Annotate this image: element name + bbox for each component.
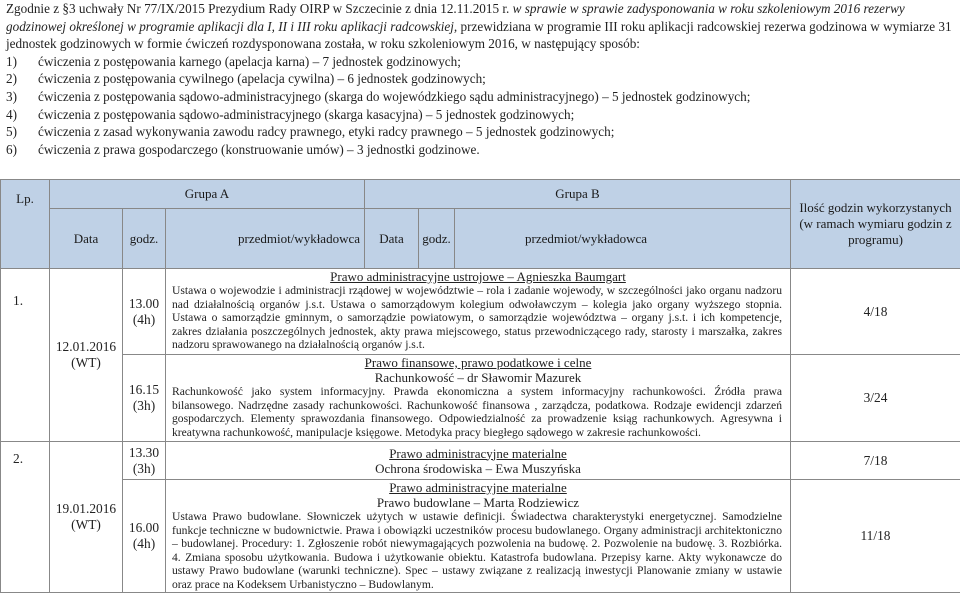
session-title <box>166 446 790 461</box>
list-item <box>6 88 956 106</box>
session-content <box>166 442 791 480</box>
header-lp: Lp. <box>1 180 50 269</box>
intro-text: Zgodnie z §3 uchwały Nr 77/IX/2015 Prezydium Rady OIRP w Szczecinie z dnia 12.11.2015 r. <box>6 1 513 16</box>
session-duration: (4h) <box>123 536 165 552</box>
session-duration: (4h) <box>123 312 165 328</box>
list-item-text: ćwiczenia z postępowania sądowo-administracyjnego (skarga do wojewódzkiego sądu administracyjnego) – 5 jednostek godzinowych; <box>38 88 750 106</box>
session-date: 12.01.2016 <box>50 339 122 355</box>
list-item-number: 1) <box>6 53 38 71</box>
session-date-cell <box>50 269 123 442</box>
intro-section <box>6 0 956 158</box>
session-description: Rachunkowość jako system informacyjny. Prawda ekonomiczna a system informacyjny rachunkowości. Źródła prawa bilansowego. Nadrzędne zasady rachunkowości. Rachunkowość finansowa , zarządcza, podatkowa. Rodzaje ewidencji zdarzeń gospodarczych. Elementy sprawozdania finansowego. Odpowiedzialność za prowadzenie ksiąg rachunkowych. Agresywna i kreatywna rachunkowość, manipulacje księgowe. Metodyka pracy biegłego sądowego w zakresie rachunkowości. <box>166 385 790 439</box>
session-date-cell <box>50 442 123 593</box>
intro-italic-text: w sprawie w sprawie zadysponowania w roku szkoleniowym 2016 rezerwy godzinowej określonej w programie aplikacji dla I, II i III roku aplikacji radcowskiej, <box>6 1 905 34</box>
list-item-text: ćwiczenia z postępowania cywilnego (apelacja cywilna) – 6 jednostek godzinowych; <box>38 70 486 88</box>
session-time-cell <box>123 480 166 593</box>
intro-text-rest: przewidziana w programie III roku aplikacji radcowskiej rezerwa godzinowa w wymiarze 31 jednostek godzinowych w formie ćwiczeń rozdysponowana została, w roku szkoleniowym 2016, w następujący sposób: <box>6 19 952 52</box>
header-date-b: Data <box>365 209 419 269</box>
list-item <box>6 106 956 124</box>
session-lecturer: Rachunkowość – dr Sławomir Mazurek <box>166 370 790 385</box>
session-content <box>166 355 791 442</box>
session-description: Ustawa o wojewodzie i administracji rządowej w województwie – rola i zadanie wojewody, w szczególności jako organu nadzoru nad działalnością organów j.s.t. Ustawa o samorządowym kolegium odwoławczym – kolegia jako organy wyższego stopnia. Ustawa o samorządzie gminnym, o samorządzie powiatowym, o samorządzie województwa – organy j.s.t. i ich kompetencje, zakres działania poszczególnych jednostek, akty prawa miejscowego, status przewodniczącego rady, starosty i marszałka, zakres nadzoru sprawowanego na działalnością organów j.s.t. <box>166 284 790 352</box>
list-item-number: 6) <box>6 141 38 159</box>
session-content <box>166 269 791 355</box>
list-item-number: 2) <box>6 70 38 88</box>
session-title-text: Prawo administracyjne materialne <box>389 480 567 495</box>
hours-used: 11/18 <box>791 480 960 593</box>
session-description: Ustawa Prawo budowlane. Słowniczek użytych w ustawie definicji. Świadectwa charakterystyki energetycznej. Samodzielne funkcje techniczne w budownictwie. Prawa i obowiązki uczestników procesu budowlanego. Organy administracji architektoniczno – budowlanej. Procedury: 1. Zgłoszenie robót niewymagających pozwolenia na budowę. 2. Pozwolenie na budowę. 3. Rozbiórka. 4. Zmiana sposobu użytkowania. Budowa i użytkowanie obiektu. Katastrofa budowlana. Przepisy karne. Akty wykonawcze do ustawy Prawo budowlane (warunki techniczne). Spec – ustawy związane z realizacją inwestycji Planowanie zmiany w ustawie oraz prace na Kodeksem Urbanistyczno – Budowlanym. <box>166 510 790 591</box>
list-item <box>6 70 956 88</box>
session-time: 13.00 <box>123 296 165 312</box>
header-subject-a: przedmiot/wykładowca <box>166 209 365 269</box>
session-lecturer: Ochrona środowiska – Ewa Muszyńska <box>166 461 790 476</box>
list-item-number: 5) <box>6 123 38 141</box>
session-time-cell <box>123 355 166 442</box>
header-date-a: Data <box>50 209 123 269</box>
schedule-table <box>0 179 960 593</box>
hours-used: 7/18 <box>791 442 960 480</box>
session-title <box>166 355 790 370</box>
list-item-text: ćwiczenia z postępowania karnego (apelacja karna) – 7 jednostek godzinowych; <box>38 53 461 71</box>
list-item-number: 4) <box>6 106 38 124</box>
session-time: 16.15 <box>123 382 165 398</box>
session-weekday: (WT) <box>50 517 122 533</box>
header-group-b: Grupa B <box>365 180 791 209</box>
header-time-a: godz. <box>123 209 166 269</box>
intro-paragraph <box>6 0 956 53</box>
table-row <box>1 480 960 593</box>
list-item <box>6 141 956 159</box>
hours-used: 3/24 <box>791 355 960 442</box>
header-group-a: Grupa A <box>50 180 365 209</box>
list-item-text: ćwiczenia z prawa gospodarczego (konstruowanie umów) – 3 jednostki godzinowe. <box>38 141 480 159</box>
session-weekday: (WT) <box>50 355 122 371</box>
session-time: 16.00 <box>123 520 165 536</box>
list-item-text: ćwiczenia z postępowania sądowo-administracyjnego (skarga kasacyjna) – 5 jednostek godzinowych; <box>38 106 574 124</box>
session-title <box>166 269 790 284</box>
session-date: 19.01.2016 <box>50 501 122 517</box>
exercise-list <box>6 53 956 159</box>
session-title-text: Prawo administracyjne ustrojowe – Agnieszka Baumgart <box>330 269 626 284</box>
header-time-b: godz. <box>419 209 455 269</box>
session-time-cell <box>123 269 166 355</box>
list-item-number: 3) <box>6 88 38 106</box>
list-item <box>6 53 956 71</box>
table-row <box>1 442 960 480</box>
header-hours-used: Ilość godzin wykorzystanych (w ramach wymiaru godzin z programu) <box>791 180 960 269</box>
row-number: 1. <box>1 269 50 442</box>
session-time: 13.30 <box>123 445 165 461</box>
hours-used: 4/18 <box>791 269 960 355</box>
session-duration: (3h) <box>123 398 165 414</box>
session-title <box>166 480 790 495</box>
list-item-text: ćwiczenia z zasad wykonywania zawodu radcy prawnego, etyki radcy prawnego – 5 jednostek godzinowych; <box>38 123 614 141</box>
session-title-text: Prawo administracyjne materialne <box>389 446 567 461</box>
row-number: 2. <box>1 442 50 593</box>
session-content <box>166 480 791 593</box>
table-row <box>1 355 960 442</box>
session-lecturer: Prawo budowlane – Marta Rodziewicz <box>166 495 790 510</box>
table-row <box>1 269 960 355</box>
session-duration: (3h) <box>123 461 165 477</box>
list-item <box>6 123 956 141</box>
session-title-text: Prawo finansowe, prawo podatkowe i celne <box>365 355 592 370</box>
header-subject-b: przedmiot/wykładowca <box>455 209 791 269</box>
session-time-cell <box>123 442 166 480</box>
